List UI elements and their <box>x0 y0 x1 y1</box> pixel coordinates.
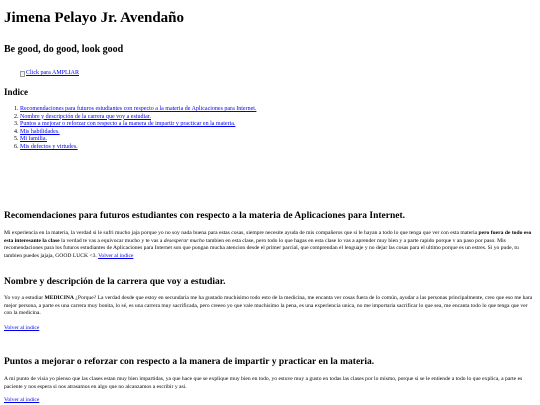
section-heading-recomendaciones: Recomendaciones para futuros estudiantes con respecto a la materia de Aplicaciones para Internet. <box>4 211 405 221</box>
index-link-carrera[interactable]: Nombre y descripción de la carrera que voy a estudiar. <box>20 113 151 120</box>
index-link-puntos[interactable]: Puntos a mejorar o reforzar con respecto a la manera de impartir y practicar en la materia. <box>20 121 236 128</box>
page <box>4 0 536 403</box>
italic-text: desesperar mucho <box>163 237 205 244</box>
back-to-index-link[interactable]: Volver al indice <box>4 397 40 403</box>
paragraph-text: tambien en esta clase, pero todo lo que hagas en esta clase lo vas a aprender muy bien y a parte rapido porque v an paso por paso. Mis recomendaciones para los futuros estudiantes de Aplicaciones para Internet son que pongan mucha atencion desde el primer parcial, que comprendan el lenguaje y no dejar las cosas para el ultimo porque es un estres. Si yo pude, tu tambien puedes jajaja, GOOD LUCK <3. <box>4 237 519 259</box>
back-link-wrapper <box>4 397 39 404</box>
bold-text: MEDICINA <box>44 295 74 301</box>
section-heading-puntos: Puntos a mejorar o reforzar con respecto a la manera de impartir y practicar en la materia. <box>4 357 375 367</box>
back-to-index-link[interactable]: Volver al indice <box>4 325 40 331</box>
back-to-index-link[interactable]: Volver al indice <box>98 252 134 259</box>
page-subtitle: Be good, do good, look good <box>4 44 124 55</box>
list-item <box>20 106 536 114</box>
bold-text: pero fuera de todo eso esta interesante la clase <box>4 230 532 244</box>
index-heading: Indice <box>4 87 29 97</box>
list-item <box>20 144 536 152</box>
list-item <box>20 121 536 129</box>
photo-link[interactable]: Click para AMPLIAR <box>26 70 79 76</box>
index-list <box>4 106 536 152</box>
list-item <box>20 136 536 144</box>
index-link-habilidades[interactable]: Mis habilidades. <box>20 128 60 135</box>
paragraph-text: la verdad te vas a equivocar mucho y te vas a <box>59 237 164 244</box>
list-item <box>20 129 536 137</box>
paragraph-text: Mi experiencia en la materia, la verdad si le sufri mucho jaja porque yo no soy nada buena para estas cosas, siempre necesite ayuda de mis compañeros que si le hayan a todo lo que tenga que ver con esta materia <box>4 230 479 236</box>
paragraph-text: Yo voy a estudiar <box>4 295 45 301</box>
paragraph-text: ¿Porque? La verdad desde que estoy en secundaria me ha gustado muchisimo todo esto de la medicina, me encanta ver cosas fuera de lo común, ayudar a las personas principalmente, creo que eso me hara mejor persona, a parte es una carrera muy bonita, lo sé, es una carrera muy sacrificada, pero creeeo yo que vale muchisimo la pena, es una experiencia unica, no me importaria sacrificar lo que sea, me encanta todo lo que tenga que ver con la medicina. <box>4 295 533 317</box>
broken-image-icon <box>20 71 25 77</box>
profile-photo[interactable] <box>20 70 536 77</box>
page-title: Jimena Pelayo Jr. Avendaño <box>4 10 185 26</box>
section-text-carrera <box>4 295 534 318</box>
section-heading-carrera: Nombre y descripción de la carrera que voy a estudiar. <box>4 277 226 287</box>
back-link-wrapper <box>4 325 39 332</box>
section-text-puntos: A mi punto de visia yo pienso que las clases estan muy bien impartidas, ya que hace que se explique muy bien en todo, yo estuve muy a gusto en todas las clases por lo mismo, porque si se le entiende a todo lo que explica, a parte es paciente y nos espera si nos atrasamos en algo que no alcanzamos a escribir y asi. <box>4 376 523 390</box>
index-link-recomendaciones[interactable]: Recomendaciones para futuros estudiantes con respecto a la materia de Aplicaciones para Internet. <box>20 106 257 112</box>
section-text-recomendaciones <box>4 230 534 260</box>
index-link-defectos[interactable]: Mis defectos y virtudes. <box>20 143 78 150</box>
index-link-familia[interactable]: Mi familia. <box>20 136 47 143</box>
